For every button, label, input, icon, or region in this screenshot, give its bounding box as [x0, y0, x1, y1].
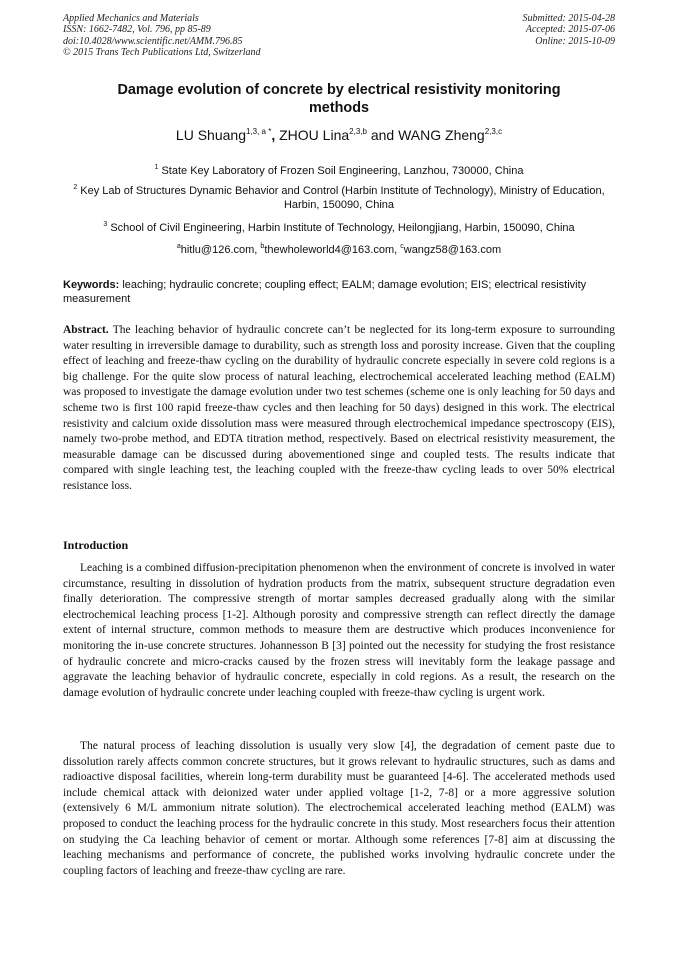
section-heading-introduction: Introduction	[63, 538, 129, 552]
affiliation-text: School of Civil Engineering, Harbin Institute of Technology, Heilongjiang, Harbin, 150090, China	[110, 222, 575, 234]
email-address[interactable]: hitlu@126.com	[180, 244, 255, 256]
affiliation-1	[63, 164, 615, 178]
affiliation-number: 1	[154, 164, 159, 171]
author-separator: ,	[271, 127, 280, 143]
submission-dates	[523, 13, 616, 47]
affiliation-number: 2	[73, 184, 78, 191]
affiliation-number: 3	[103, 221, 108, 228]
author-name: ZHOU Lina	[279, 127, 350, 143]
online-date: Online: 2015-10-09	[535, 35, 615, 47]
intro-paragraph-1: Leaching is a combined diffusion-precipitation phenomenon when the environment of concrete is involved in water circumstance, resulting in dissolution of hydration products from the matrix, subsequent structure degradation even finally deterioration. The compressive strength of mortar samples decreased gradually along with the similar electrochemical leaching process [1-2]. Although porosity and compressive strength can reflect directly the damage extent of internal structure, common methods to measure them are destructive which produces inconvenience for monitoring the in-use concrete structures. Johannesson B [3] pointed out the necessity for studying the frost resistance of hydraulic concrete and micro-cracks caused by the frozen stress will inevitably form the leakage passage and aggravate the leaching behavior of hydraulic concrete, especially in cold regions. As a result, the research on the damage evolution of hydraulic concrete under leaching coupled with freeze-thaw cycling is urgent work.	[63, 562, 615, 699]
accepted-date: Accepted: 2015-07-06	[525, 24, 615, 36]
submitted-date: Submitted: 2015-04-28	[522, 13, 615, 24]
doi-line: doi:10.4028/www.scientific.net/AMM.796.85	[63, 35, 243, 47]
email-address[interactable]: wangz58@163.com	[403, 244, 502, 256]
affiliation-text: Key Lab of Structures Dynamic Behavior and Control (Harbin Institute of Technology), Ministry of Education, Harbin, 150090, China	[80, 185, 605, 211]
author-affiliation-marker: 1,3, a *	[245, 127, 272, 136]
keywords-text: leaching; hydraulic concrete; coupling effect; EALM; damage evolution; EIS; electrical resistivity measurement	[63, 279, 587, 305]
issn-line: ISSN: 1662-7482, Vol. 796, pp 85-89	[63, 24, 211, 36]
abstract-label: Abstract.	[63, 324, 109, 336]
abstract-block	[63, 323, 615, 495]
keywords-label: Keywords:	[63, 279, 120, 291]
email-marker: c	[400, 243, 404, 250]
journal-name: Applied Mechanics and Materials	[63, 13, 199, 24]
author-emails: $^a$hitlu@126.com, $^b$thewholeworld4@163.com, $^c$wangz58@163.com	[176, 243, 502, 256]
journal-info	[63, 13, 261, 59]
keywords-block	[63, 278, 615, 306]
author-name: LU Shuang	[175, 127, 246, 143]
email-address[interactable]: thewholeworld4@163.com	[264, 244, 395, 256]
author-separator: and	[366, 127, 399, 143]
copyright-line: © 2015 Trans Tech Publications Ltd, Switzerland	[63, 47, 261, 59]
intro-paragraph-2: The natural process of leaching dissolution is usually very slow [4], the degradation of cement paste due to dissolution rarely affects common concrete structures, but it grows relevant to hydraulic structures, such as dams and radioactive disposal facilities, wherein long-term durability must be guaranteed [4-6]. The accelerated methods used include chemical attack with deionized water under applied voltage [1-2, 7-8] or a more aggressive solution (extensively 6 M/L ammonium nitrate solution). The electrochemical accelerated leaching method (EALM) was proposed to conduct the leaching process for the hydraulic concrete in this study. Most researchers focus their attention on studying the Ca leaching behavior of cement or mortar. Although some references [7-8] aim at discussing the leaching mechanisms and performance of concrete, the published works involving hydraulic concrete under the coupling factors of leaching and freeze-thaw cycling are rare.	[63, 740, 615, 877]
email-marker: b	[260, 243, 265, 250]
affiliation-3	[63, 221, 615, 235]
abstract-text: The leaching behavior of hydraulic concrete can’t be neglected for its long-term exposure to surrounding water resulting in irreversible damage to durability, such as strength loss and porosity increase. Given that the coupling effect of leaching and freeze-thaw cycling on the durability of hydraulic concrete especially in severe cold regions is a big challenge. For the quite slow process of natural leaching, electrochemical accelerated leaching method (EALM) was proposed to investigate the damage evolution under two test schemes (scheme one is only leaching for 50 days and scheme two is first 100 rapid freeze-thaw cycles and then leaching for 50 days) designed in this work. The electrical resistivity and calcium oxide dissolution mass were measured through electrochemical impedance spectroscopy (EIS), namely two-probe method, and EDTA titration method, respectively. Based on electrical resistivity measurement, the measurable damage can be discussed during abovementioned singe and coupled tests. The results indicate that compared with single leaching test, the leaching coupled with the freeze-thaw cycling leads to over 50% electrical resistance loss.	[63, 324, 615, 492]
author-name: WANG Zheng	[398, 127, 485, 143]
affiliation-2	[63, 184, 615, 212]
author-affiliation-marker: 2,3,c	[484, 127, 503, 136]
author-affiliation-marker: 2,3,b	[349, 127, 367, 136]
author-list	[63, 126, 615, 144]
email-marker: a	[176, 243, 181, 250]
paper-title: Damage evolution of concrete by electrical resistivity monitoring methods	[117, 82, 561, 116]
affiliation-text: State Key Laboratory of Frozen Soil Engineering, Lanzhou, 730000, China	[161, 165, 524, 177]
